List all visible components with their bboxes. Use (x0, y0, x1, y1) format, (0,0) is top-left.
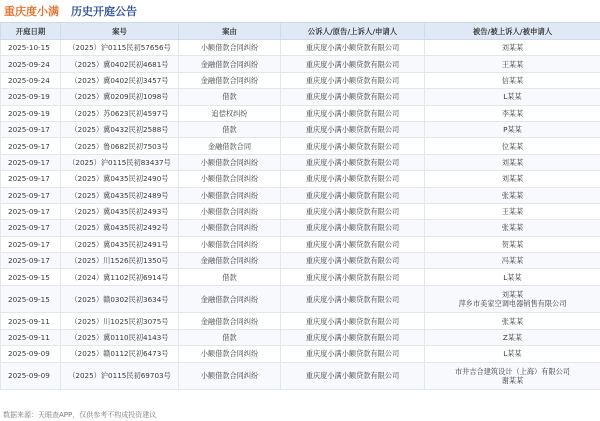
table-row[interactable] (1, 187, 600, 203)
column-header-case-number: 案号 (61, 23, 179, 40)
table-row[interactable] (1, 285, 600, 313)
cell-cause: 金融借款合同纠纷 (179, 253, 281, 269)
table-row[interactable] (1, 121, 600, 137)
cell-case-number[interactable]: （2025）赣0112民初6473号 (61, 346, 179, 362)
data-source-note: 数据来源：天眼查APP，仅供参考不构成投资建议 (3, 411, 157, 419)
cell-line: 刘某某 (501, 290, 524, 300)
cell-date: 2025-09-19 (1, 89, 61, 105)
cell-case-number[interactable]: （2025）冀0402民初4681号 (61, 56, 179, 72)
column-header-cause: 案由 (179, 23, 281, 40)
cell-defendant: L某某 (425, 346, 600, 362)
table-row[interactable] (1, 56, 600, 72)
cell-cause: 金融借款合同纠纷 (179, 56, 281, 72)
cell-date: 2025-09-09 (1, 362, 61, 390)
cell-defendant: L某某 (425, 89, 600, 105)
cell-case-number[interactable]: （2025）冀0402民初3457号 (61, 72, 179, 88)
cell-defendant: 刘某某 (425, 40, 600, 56)
cell-plaintiff: 重庆度小满小额贷款有限公司 (281, 313, 425, 329)
cell-case-number[interactable]: （2025）冀0435民初2493号 (61, 203, 179, 219)
cell-defendant: P某某 (425, 121, 600, 137)
cell-case-number[interactable]: （2025）冀0432民初2588号 (61, 121, 179, 137)
cell-defendant: 李某某 (425, 105, 600, 121)
cell-plaintiff: 重庆度小满小额贷款有限公司 (281, 285, 425, 313)
cell-date: 2025-09-17 (1, 220, 61, 236)
cell-case-number[interactable]: （2025）苏0623民初4597号 (61, 105, 179, 121)
cell-defendant: 张某某 (425, 313, 600, 329)
cell-cause: 小额借款合同纠纷 (179, 362, 281, 390)
table-row[interactable] (1, 236, 600, 252)
cell-cause: 借款 (179, 329, 281, 345)
cell-cause: 借款 (179, 121, 281, 137)
cell-plaintiff: 重庆度小满小额贷款有限公司 (281, 89, 425, 105)
cell-case-number[interactable]: （2025）川1025民初3075号 (61, 313, 179, 329)
cell-date: 2025-09-11 (1, 313, 61, 329)
cell-line: 谢某某 (501, 375, 524, 385)
table-row[interactable] (1, 220, 600, 236)
cell-cause: 小额借款合同纠纷 (179, 187, 281, 203)
table-row[interactable] (1, 138, 600, 154)
table-row[interactable] (1, 346, 600, 362)
table-row[interactable] (1, 72, 600, 88)
table-header-row (1, 23, 600, 40)
cell-line: 市井吉合建筑设计（上海）有限公司 (454, 366, 570, 376)
cell-case-number[interactable]: （2025）冀0435民初2490号 (61, 171, 179, 187)
cell-defendant: 刘某某 (425, 171, 600, 187)
cell-defendant (425, 362, 600, 390)
cell-plaintiff: 重庆度小满小额贷款有限公司 (281, 40, 425, 56)
cell-plaintiff: 重庆度小满小额贷款有限公司 (281, 269, 425, 285)
cell-defendant: 王某某 (425, 56, 600, 72)
cell-case-number[interactable]: （2025）冀0110民初4143号 (61, 329, 179, 345)
cell-case-number[interactable]: （2025）冀0435民初2491号 (61, 236, 179, 252)
cell-date: 2025-09-17 (1, 171, 61, 187)
cell-plaintiff: 重庆度小满小额贷款有限公司 (281, 203, 425, 219)
cell-date: 2025-09-17 (1, 187, 61, 203)
cell-cause: 小额借款合同纠纷 (179, 203, 281, 219)
table-row[interactable] (1, 362, 600, 390)
cell-plaintiff: 重庆度小满小额贷款有限公司 (281, 220, 425, 236)
cell-plaintiff: 重庆度小满小额贷款有限公司 (281, 329, 425, 345)
table-row[interactable] (1, 105, 600, 121)
column-header-date: 开庭日期 (1, 23, 61, 40)
cell-date: 2025-09-17 (1, 121, 61, 137)
cell-plaintiff: 重庆度小满小额贷款有限公司 (281, 138, 425, 154)
cell-date: 2025-09-17 (1, 253, 61, 269)
cell-defendant: 信某某 (425, 72, 600, 88)
cell-defendant: 张某某 (425, 187, 600, 203)
cell-plaintiff: 重庆度小满小额贷款有限公司 (281, 362, 425, 390)
page-header (0, 0, 600, 22)
cell-plaintiff: 重庆度小满小额贷款有限公司 (281, 105, 425, 121)
hearing-table (0, 22, 600, 390)
page-title: 历史开庭公告 (71, 5, 137, 18)
cell-case-number[interactable]: （2025）冀0435民初2489号 (61, 187, 179, 203)
cell-date: 2025-09-24 (1, 56, 61, 72)
cell-plaintiff: 重庆度小满小额贷款有限公司 (281, 72, 425, 88)
cell-case-number[interactable]: （2025）鲁0682民初7503号 (61, 138, 179, 154)
cell-defendant: Z某某 (425, 329, 600, 345)
cell-cause: 金融借款合同纠纷 (179, 72, 281, 88)
cell-date: 2025-09-09 (1, 346, 61, 362)
cell-date: 2025-09-15 (1, 285, 61, 313)
cell-plaintiff: 重庆度小满小额贷款有限公司 (281, 56, 425, 72)
cell-date: 2025-09-15 (1, 269, 61, 285)
cell-date: 2025-09-17 (1, 203, 61, 219)
cell-case-number[interactable]: （2025）沪0115民初83437号 (61, 154, 179, 170)
cell-plaintiff: 重庆度小满小额贷款有限公司 (281, 187, 425, 203)
cell-defendant: 冯某某 (425, 253, 600, 269)
cell-plaintiff: 重庆度小满小额贷款有限公司 (281, 236, 425, 252)
cell-line: 萍乡市美家空调电器销售有限公司 (458, 299, 567, 309)
cell-case-number[interactable]: （2025）冀0209民初1098号 (61, 89, 179, 105)
cell-cause: 金融借款合同 (179, 138, 281, 154)
cell-cause: 小额借款合同纠纷 (179, 40, 281, 56)
cell-plaintiff: 重庆度小满小额贷款有限公司 (281, 154, 425, 170)
cell-date: 2025-09-17 (1, 236, 61, 252)
cell-case-number[interactable]: （2024）冀1102民初6914号 (61, 269, 179, 285)
cell-case-number[interactable]: （2025）川1526民初1350号 (61, 253, 179, 269)
table-row[interactable] (1, 269, 600, 285)
table-row[interactable] (1, 313, 600, 329)
cell-date: 2025-09-11 (1, 329, 61, 345)
table-row[interactable] (1, 40, 600, 56)
cell-cause: 金融借款合同纠纷 (179, 313, 281, 329)
cell-date: 2025-10-15 (1, 40, 61, 56)
cell-case-number[interactable]: （2025）沪0115民初69703号 (61, 362, 179, 390)
table-row[interactable] (1, 203, 600, 219)
cell-cause: 借款 (179, 89, 281, 105)
table-body (1, 40, 600, 390)
cell-date: 2025-09-19 (1, 105, 61, 121)
cell-case-number[interactable]: （2025）冀0435民初2492号 (61, 220, 179, 236)
cell-case-number[interactable]: （2025）沪0115民初57656号 (61, 40, 179, 56)
cell-date: 2025-09-24 (1, 72, 61, 88)
table-row[interactable] (1, 329, 600, 345)
cell-date: 2025-09-17 (1, 154, 61, 170)
table-row[interactable] (1, 154, 600, 170)
column-header-defendant: 被告/被上诉人/被申请人 (425, 23, 600, 40)
cell-defendant: 张某某 (425, 220, 600, 236)
cell-plaintiff: 重庆度小满小额贷款有限公司 (281, 346, 425, 362)
cell-date: 2025-09-17 (1, 138, 61, 154)
cell-cause: 借款 (179, 269, 281, 285)
cell-case-number[interactable]: （2025）赣0302民初3634号 (61, 285, 179, 313)
cell-defendant: 王某某 (425, 203, 600, 219)
cell-defendant: 位某某 (425, 138, 600, 154)
table-row[interactable] (1, 89, 600, 105)
cell-cause: 小额借款合同纠纷 (179, 236, 281, 252)
table-row[interactable] (1, 171, 600, 187)
cell-defendant: L某某 (425, 269, 600, 285)
cell-cause: 追偿权纠纷 (179, 105, 281, 121)
cell-cause: 小额借款合同纠纷 (179, 346, 281, 362)
cell-cause: 小额借款合同纠纷 (179, 171, 281, 187)
cell-plaintiff: 重庆度小满小额贷款有限公司 (281, 253, 425, 269)
company-name[interactable]: 重庆度小满 (4, 5, 59, 18)
cell-defendant (425, 285, 600, 313)
cell-cause: 小额借款合同纠纷 (179, 154, 281, 170)
cell-defendant: 贺某某 (425, 236, 600, 252)
table-row[interactable] (1, 253, 600, 269)
cell-plaintiff: 重庆度小满小额贷款有限公司 (281, 171, 425, 187)
cell-cause: 小额借款合同纠纷 (179, 220, 281, 236)
column-header-plaintiff: 公诉人/原告/上诉人/申请人 (281, 23, 425, 40)
cell-plaintiff: 重庆度小满小额贷款有限公司 (281, 121, 425, 137)
cell-defendant: 刘某某 (425, 154, 600, 170)
cell-cause: 金融借款合同纠纷 (179, 285, 281, 313)
